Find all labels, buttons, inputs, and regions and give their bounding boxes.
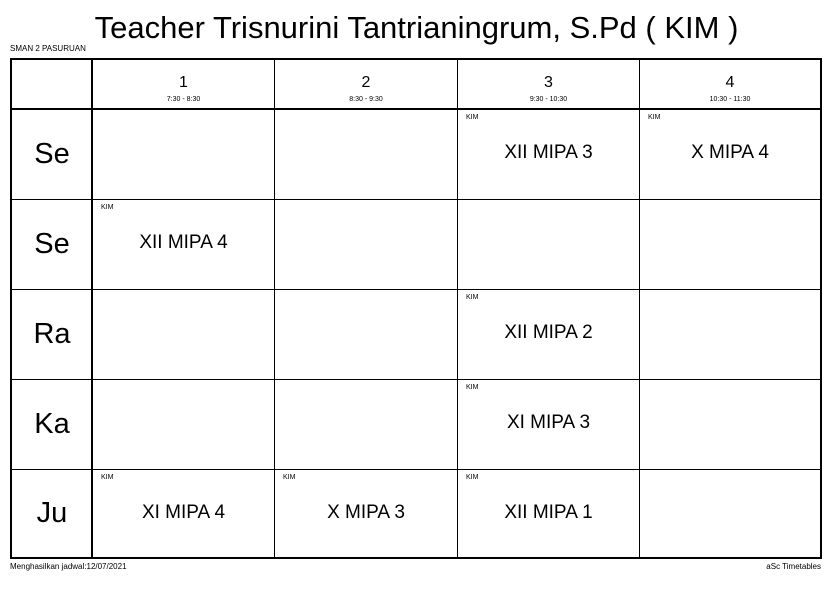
class-name: XII MIPA 3 — [504, 142, 593, 163]
class-name: XI MIPA 4 — [141, 502, 226, 523]
school-name: SMAN 2 PASURUAN — [10, 44, 86, 53]
period-time: 7:30 - 8:30 — [166, 96, 201, 103]
period-number: 1 — [179, 74, 188, 91]
period-header-1 — [93, 60, 274, 108]
subject-code: KIM — [283, 474, 296, 481]
subject-code: KIM — [648, 114, 661, 121]
day-label-4: Ka — [34, 408, 70, 440]
period-time: 9:30 - 10:30 — [529, 96, 568, 103]
subject-code: KIM — [466, 294, 479, 301]
period-time: 10:30 - 11:30 — [709, 96, 751, 103]
lesson-cell[interactable] — [458, 290, 639, 379]
period-number: 4 — [725, 74, 735, 91]
row-divider — [12, 289, 820, 290]
lesson-cell[interactable] — [640, 110, 820, 199]
period-header-2 — [275, 60, 457, 108]
lesson-cell[interactable] — [275, 470, 457, 557]
subject-code: KIM — [466, 474, 479, 481]
subject-code: KIM — [101, 474, 114, 481]
generated-date: Menghasilkan jadwal:12/07/2021 — [10, 562, 127, 571]
class-name: XII MIPA 1 — [504, 502, 593, 523]
class-name: XII MIPA 2 — [504, 322, 593, 343]
period-number: 3 — [544, 74, 553, 91]
period-header-4 — [640, 60, 820, 108]
lesson-cell[interactable] — [93, 470, 274, 557]
software-credit: aSc Timetables — [766, 562, 821, 571]
day-label-1: Se — [34, 138, 70, 170]
class-name: XII MIPA 4 — [139, 232, 228, 253]
day-label-2: Se — [34, 228, 70, 260]
subject-code: KIM — [466, 114, 479, 121]
lesson-cell[interactable] — [458, 380, 639, 469]
class-name: X MIPA 3 — [327, 502, 405, 523]
page-title: Teacher Trisnurini Tantrianingrum, S.Pd ( KIM ) — [94, 10, 739, 45]
period-number: 2 — [361, 74, 371, 91]
row-divider — [12, 379, 820, 380]
subject-code: KIM — [466, 384, 479, 391]
period-time: 8:30 - 9:30 — [349, 96, 383, 103]
day-label-5: Ju — [36, 497, 68, 529]
class-name: X MIPA 4 — [691, 142, 769, 163]
lesson-cell[interactable] — [458, 110, 639, 199]
subject-code: KIM — [101, 204, 114, 211]
lesson-cell[interactable] — [93, 200, 274, 289]
timetable-grid — [10, 58, 822, 559]
period-header-3 — [458, 60, 639, 108]
lesson-cell[interactable] — [458, 470, 639, 557]
day-label-3: Ra — [33, 318, 71, 350]
class-name: XI MIPA 3 — [506, 412, 591, 433]
